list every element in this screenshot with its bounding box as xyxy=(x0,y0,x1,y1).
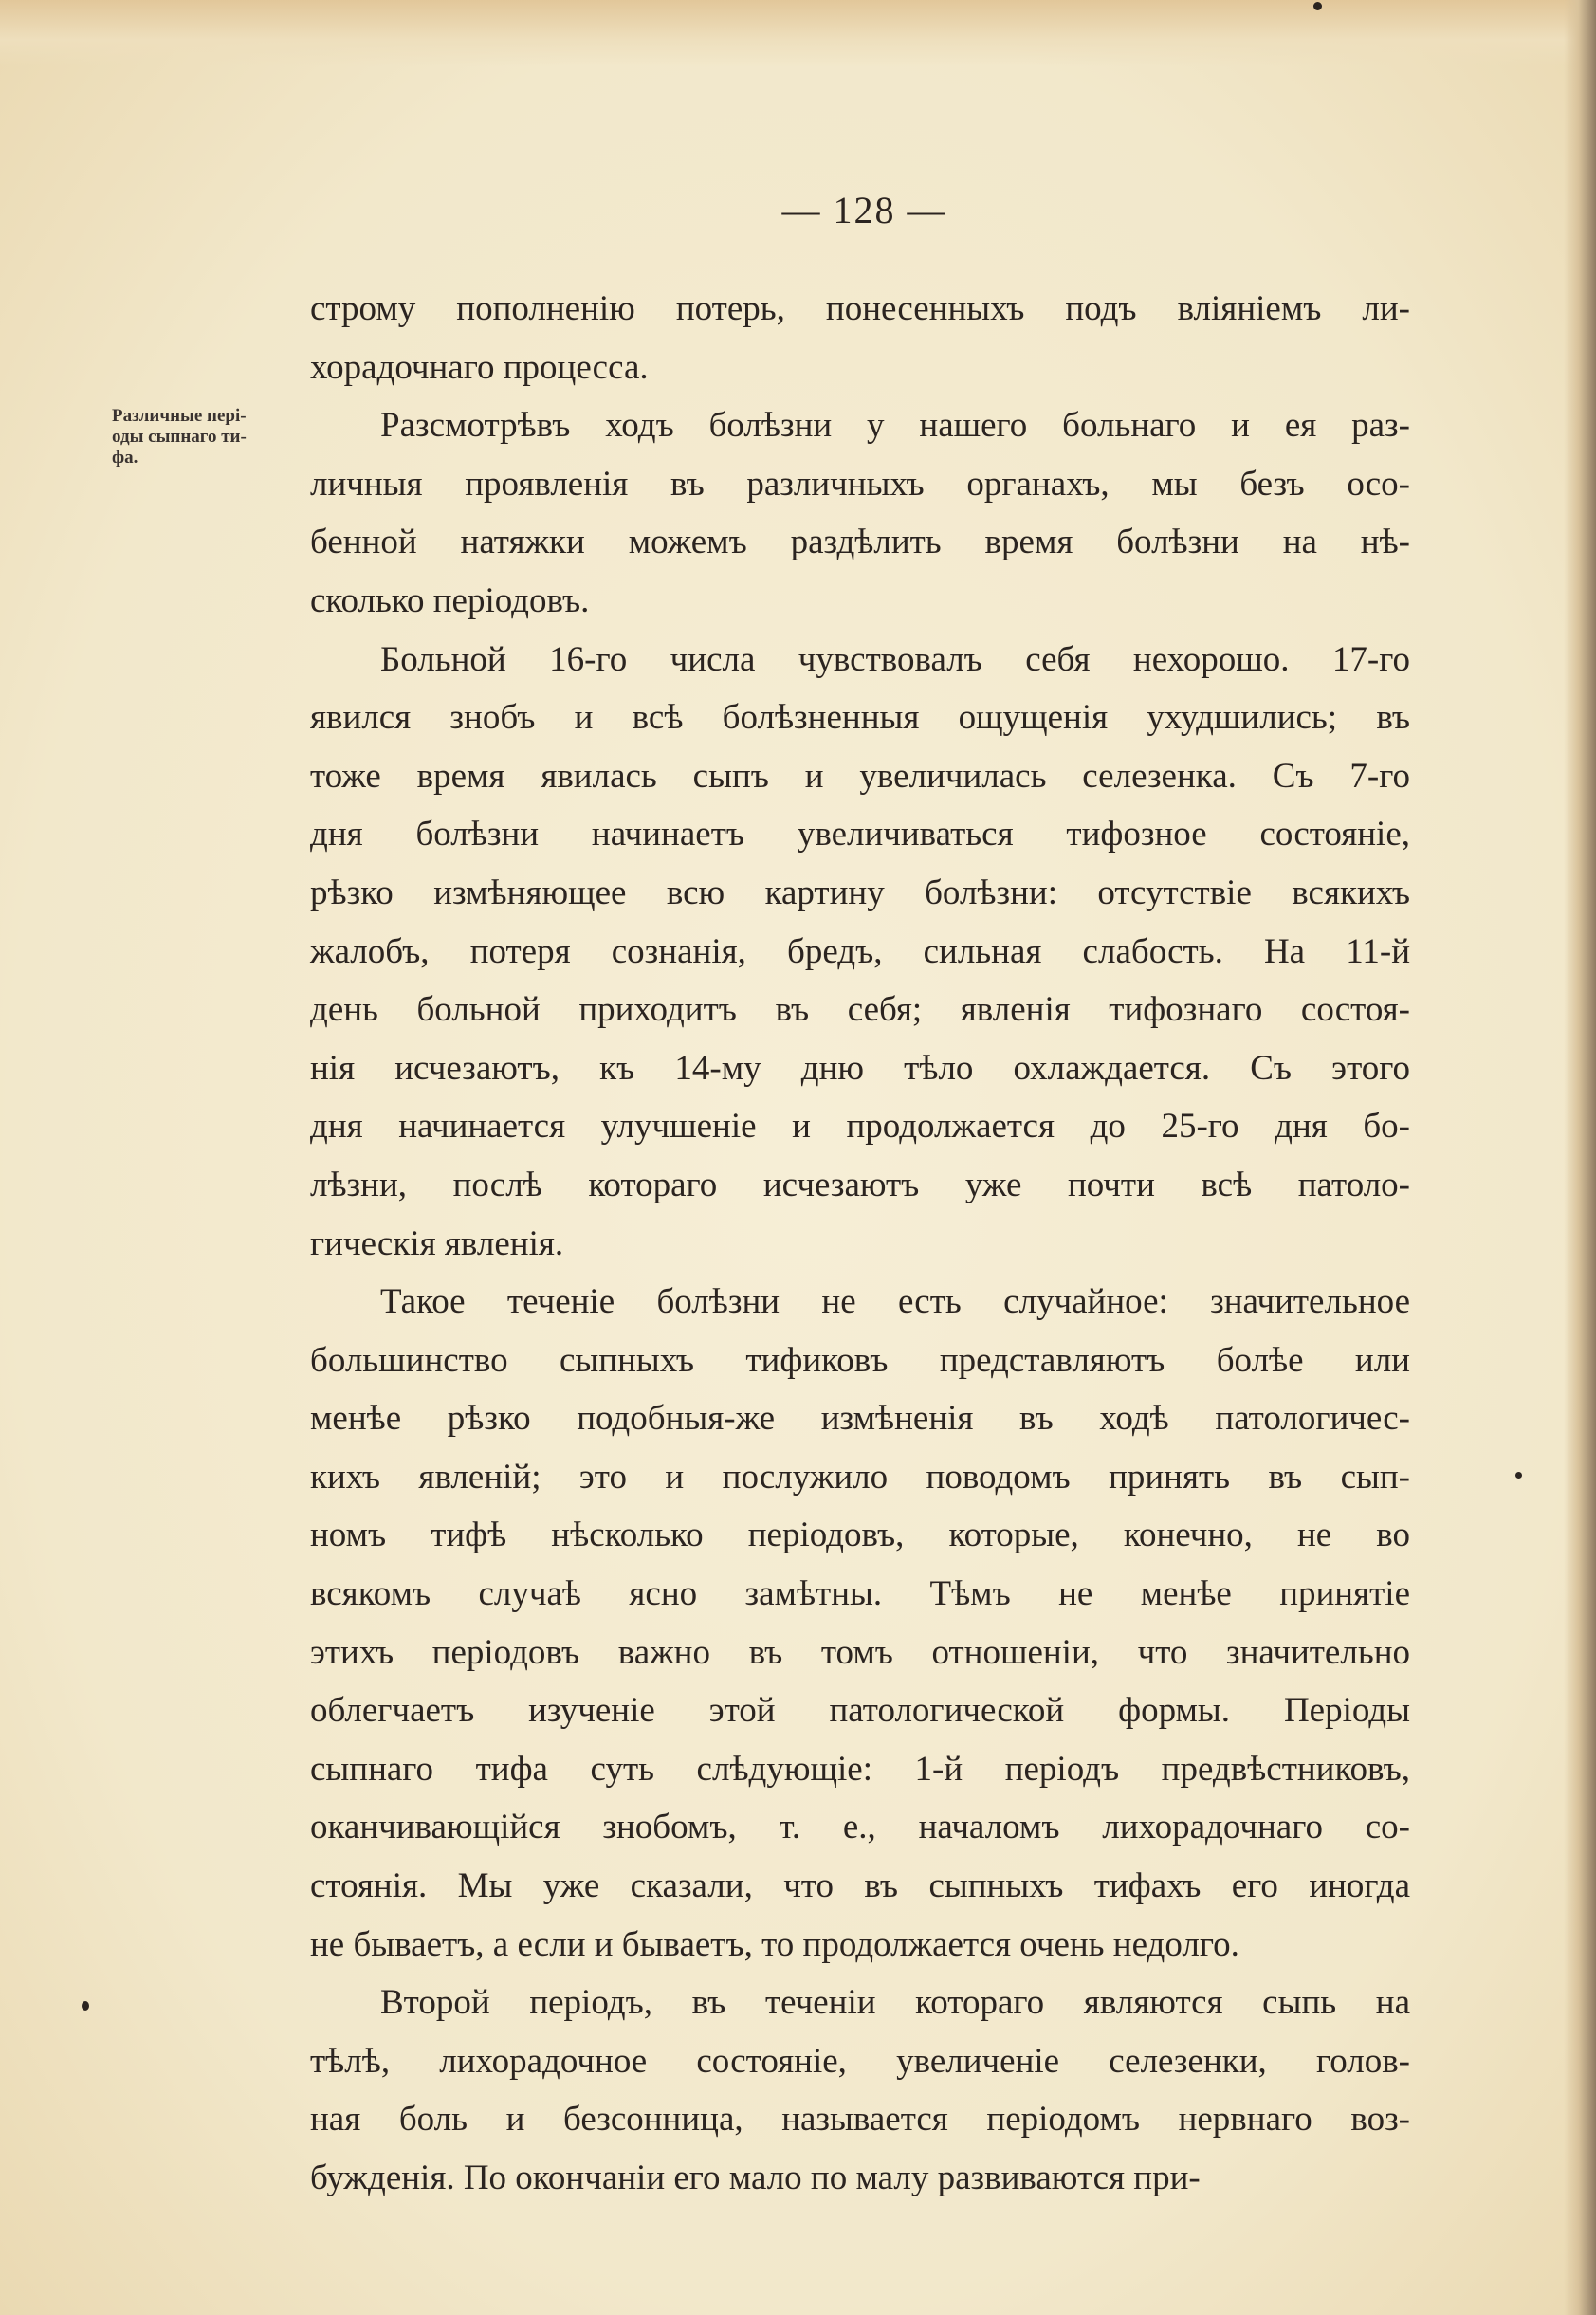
paragraph xyxy=(310,1273,1410,1974)
text-line: всякомъ случаѣ ясно замѣтны. Тѣмъ не менѣе принятіе xyxy=(310,1574,1410,1614)
text-line: тоже время явилась сыпъ и увеличилась селезенка. Съ 7-го xyxy=(310,756,1410,796)
text-line: Второй періодъ, въ теченіи котораго являются сыпь на xyxy=(380,1983,1410,2023)
text-line: строму пополненію потерь, понесенныхъ подъ вліяніемъ ли- xyxy=(310,289,1410,328)
page-number: — 128 — xyxy=(781,189,947,231)
text-line: тѣлѣ, лихорадочное состояніе, увеличеніе селезенки, голов- xyxy=(310,2041,1410,2081)
text-line: Больной 16-го числа чувствовалъ себя нехорошо. 17-го xyxy=(380,639,1410,679)
paragraph xyxy=(310,396,1410,630)
text-line: номъ тифѣ нѣсколько періодовъ, которые, конечно, не во xyxy=(310,1516,1410,1555)
ink-speck xyxy=(1313,2,1322,10)
text-line: облегчаетъ изученіе этой патологической формы. Періоды xyxy=(310,1691,1410,1731)
ink-speck xyxy=(1515,1472,1522,1479)
text-line: ная боль и безсонница, называется періодомъ нервнаго воз- xyxy=(310,2100,1410,2140)
text-line: лѣзни, послѣ котораго исчезаютъ уже почти всѣ патоло- xyxy=(310,1165,1410,1204)
paragraph xyxy=(310,631,1410,1274)
text-line: кихъ явленій; это и послужило поводомъ принять въ сып- xyxy=(310,1457,1410,1497)
text-line: сыпнаго тифа суть слѣдующіе: 1-й періодъ предвѣстниковъ, xyxy=(310,1749,1410,1789)
text-line: менѣе рѣзко подобныя-же измѣненія въ ходѣ патологичес- xyxy=(310,1399,1410,1439)
text-line: оканчивающійся знобомъ, т. е., началомъ лихорадочнаго со- xyxy=(310,1808,1410,1847)
text-line: личныя проявленія въ различныхъ органахъ, мы безъ осо- xyxy=(310,464,1410,504)
text-line: дня начинается улучшеніе и продолжается до 25-го дня бо- xyxy=(310,1107,1410,1147)
text-line: Разсмотрѣвъ ходъ болѣзни у нашего больнаго и ея раз- xyxy=(380,406,1410,446)
text-line: бенной натяжки можемъ раздѣлить время болѣзни на нѣ- xyxy=(310,523,1410,562)
text-line: хорадочнаго процесса. xyxy=(310,347,649,387)
text-line: гическія явленія. xyxy=(310,1223,564,1263)
text-line: бужденія. По окончаніи его мало по малу развиваются при- xyxy=(310,2159,1201,2197)
page-top-stain xyxy=(0,0,1596,66)
text-line: явился знобъ и всѣ болѣзненныя ощущенія ухудшились; въ xyxy=(310,698,1410,738)
text-line: рѣзко измѣняющее всю картину болѣзни: отсутствіе всякихъ xyxy=(310,873,1410,912)
text-line: этихъ періодовъ важно въ томъ отношеніи, что значительно xyxy=(310,1632,1410,1672)
text-line: Такое теченіе болѣзни не есть случайное: значительное xyxy=(380,1282,1410,1322)
text-line: не бываетъ, а если и бываетъ, то продолжается очень недолго. xyxy=(310,1924,1239,1964)
margin-note: Различные пері- оды сыпнаго ти- фа. xyxy=(112,406,247,468)
body-text xyxy=(310,280,1410,2208)
text-line: жалобъ, потеря сознанія, бредъ, сильная слабость. На 11-й xyxy=(310,931,1410,971)
text-line: дня болѣзни начинаетъ увеличиваться тифозное состояніе, xyxy=(310,815,1410,854)
text-line: большинство сыпныхъ тификовъ представляютъ болѣе или xyxy=(310,1340,1410,1380)
page-right-edge xyxy=(1564,0,1596,2315)
paragraph xyxy=(310,1974,1410,2207)
text-line: день больной приходитъ въ себя; явленія тифознаго состоя- xyxy=(310,990,1410,1030)
text-line: сколько періодовъ. xyxy=(310,580,590,620)
text-line: стоянія. Мы уже сказали, что въ сыпныхъ тифахъ его иногда xyxy=(310,1866,1410,1906)
ink-speck xyxy=(82,2001,89,2011)
text-line: нія исчезаютъ, къ 14-му дню тѣло охлаждается. Съ этого xyxy=(310,1048,1410,1088)
paragraph xyxy=(310,280,1410,396)
